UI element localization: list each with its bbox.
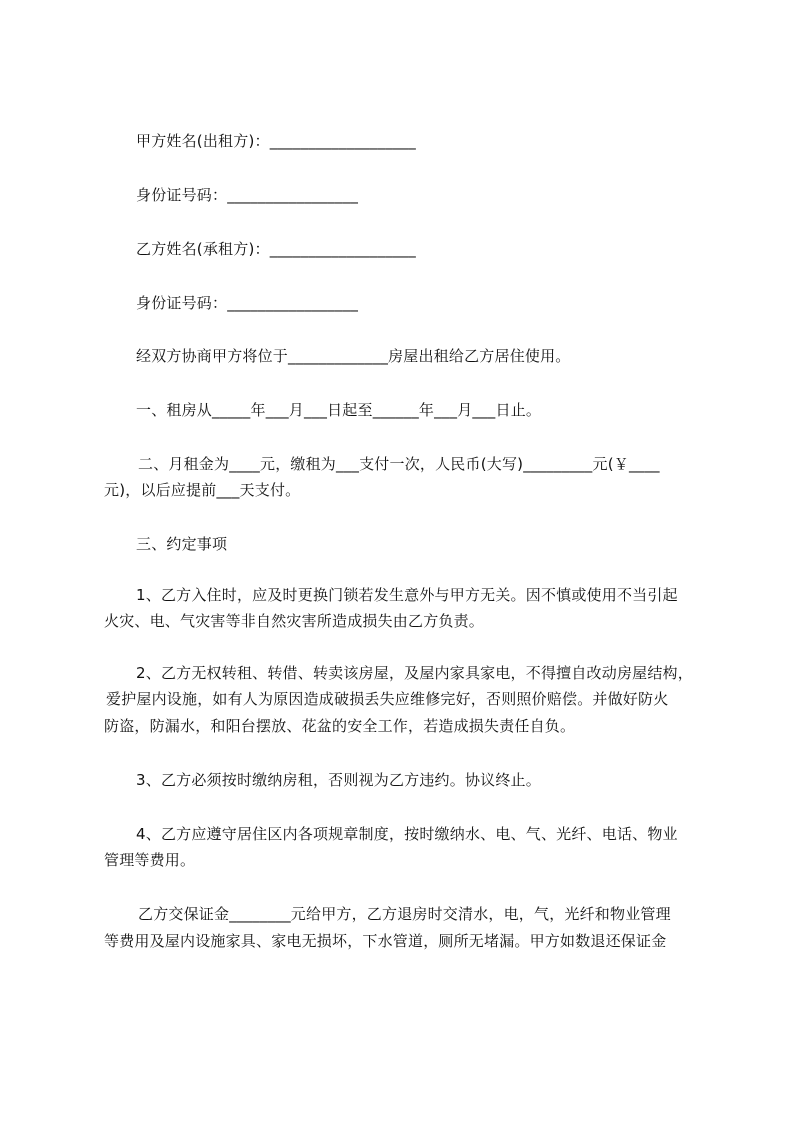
rent-clause-line-1: 二、月租金为____元，缴租为___支付一次，人民币(大写)_________元(￥____ [138,455,660,473]
item-2-line-2: 爱护屋内设施，如有人为原因造成破损丢失应维修完好，否则照价赔偿。并做好防火 [106,690,669,708]
terms-heading: 三、约定事项 [136,535,228,553]
premise-paragraph: 经双方协商甲方将位于_____________房屋出租给乙方居住使用。 [136,347,571,365]
party-b-name-line: 乙方姓名(承租方)：___________________ [136,240,417,258]
deposit-line-1: 乙方交保证金________元给甲方，乙方退房时交清水，电，气，光纤和物业管理 [138,905,671,923]
item-2-line-3: 防盗，防漏水，和阳台摆放、花盆的安全工作，若造成损失责任自负。 [104,717,576,735]
party-b-id-line: 身份证号码：_________________ [136,294,359,312]
item-3-line: 3、乙方必须按时缴纳房租，否则视为乙方违约。协议终止。 [136,771,541,789]
rent-clause-line-2: 元)，以后应提前___天支付。 [104,481,301,499]
deposit-line-2: 等费用及屋内设施家具、家电无损坏，下水管道，厕所无堵漏。甲方如数退还保证金 [104,932,667,950]
party-a-name-line: 甲方姓名(出租方)：___________________ [136,132,417,150]
term-clause: 一、租房从_____年___月___日起至______年___月___日止。 [136,401,542,419]
item-2-line-1: 2、乙方无权转租、转借、转卖该房屋，及屋内家具家电，不得擅自改动房屋结构， [136,664,693,682]
party-a-id-line: 身份证号码：_________________ [136,186,359,204]
item-4-line-1: 4、乙方应遵守居住区内各项规章制度，按时缴纳水、电、气、光纤、电话、物业 [136,825,678,843]
item-1-line-1: 1、乙方入住时，应及时更换门锁若发生意外与甲方无关。因不慎或使用不当引起 [136,586,678,604]
item-1-line-2: 火灾、电、气灾害等非自然灾害所造成损失由乙方负责。 [104,612,485,630]
item-4-line-2: 管理等费用。 [104,851,196,869]
